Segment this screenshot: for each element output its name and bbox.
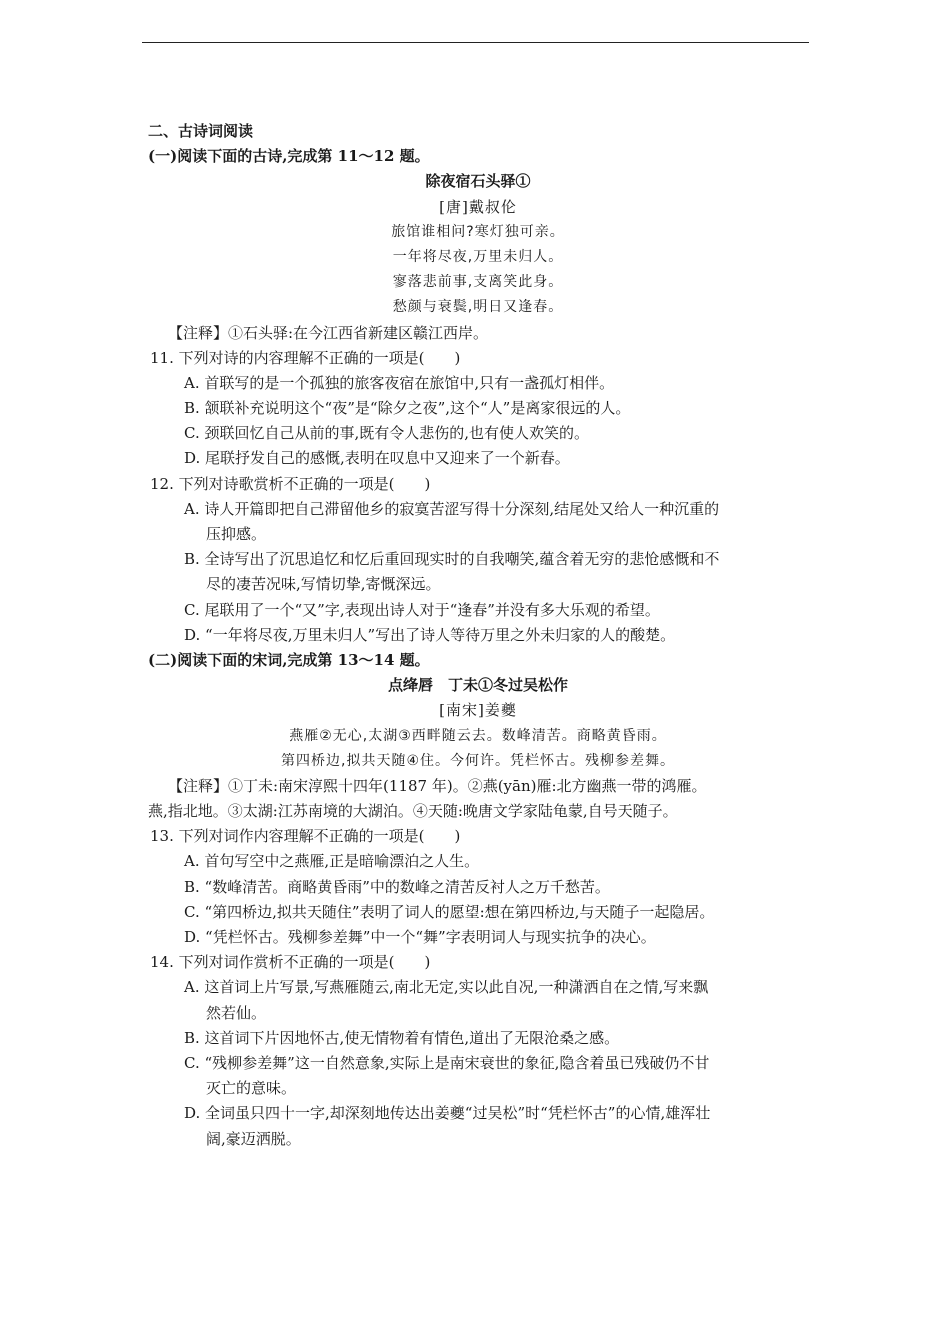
q13-option-a: A. 首句写空中之燕雁,正是暗喻漂泊之人生。 bbox=[184, 852, 480, 871]
section-title: 二、古诗词阅读 bbox=[148, 122, 254, 140]
part2-instruction: (二)阅读下面的宋词,完成第 13～14 题。 bbox=[148, 650, 430, 669]
poem1-line: 一年将尽夜,万里未归人。 bbox=[392, 248, 564, 265]
poem2-author: [南宋]姜夔 bbox=[439, 701, 517, 720]
q14-option-c: C. “残柳参差舞”这一自然意象,实际上是南宋衰世的象征,隐含着虽已残破仍不甘 bbox=[184, 1053, 710, 1072]
q13-option-c: C. “第四桥边,拟共天随住”表明了词人的愿望:想在第四桥边,与天随子一起隐居。 bbox=[184, 902, 715, 921]
q11-option-b: B. 颔联补充说明这个“夜”是“除夕之夜”,这个“人”是离家很远的人。 bbox=[184, 399, 631, 418]
q12-option-d: D. “一年将尽夜,万里未归人”写出了诗人等待万里之外未归家的人的酸楚。 bbox=[184, 625, 676, 644]
poem2-note-cont: 燕,指北地。③太湖:江苏南境的大湖泊。④天随:晚唐文学家陆龟蒙,自号天随子。 bbox=[148, 802, 678, 821]
poem1-title: 除夜宿石头驿① bbox=[425, 172, 531, 191]
poem1-author: [唐]戴叔伦 bbox=[439, 197, 517, 216]
q13-option-d: D. “凭栏怀古。残柳参差舞”中一个“舞”字表明词人与现实抗争的决心。 bbox=[184, 928, 656, 946]
q14-option-a-cont: 然若仙。 bbox=[206, 1003, 267, 1022]
q12-option-c: C. 尾联用了一个“又”字,表现出诗人对于“逢春”并没有多大乐观的希望。 bbox=[184, 600, 660, 619]
q12-option-b-cont: 尽的凄苦况味,写情切挚,寄慨深远。 bbox=[206, 575, 441, 594]
poem1-line: 寥落悲前事,支离笑此身。 bbox=[392, 274, 564, 291]
poem1-note: 【注释】①石头驿:在今江西省新建区赣江西岸。 bbox=[168, 323, 489, 342]
q11-stem: 11. 下列对诗的内容理解不正确的一项是( ) bbox=[150, 348, 461, 367]
q14-stem: 14. 下列对词作赏析不正确的一项是( ) bbox=[150, 953, 431, 972]
q11-option-a: A. 首联写的是一个孤独的旅客夜宿在旅馆中,只有一盏孤灯相伴。 bbox=[184, 373, 615, 392]
poem1-line: 愁颜与衰鬓,明日又逢春。 bbox=[392, 299, 564, 316]
q13-option-b: B. “数峰清苦。商略黄昏雨”中的数峰之清苦反衬人之万千愁苦。 bbox=[184, 877, 610, 896]
q14-option-b: B. 这首词下片因地怀古,使无情物着有情色,道出了无限沧桑之感。 bbox=[184, 1028, 620, 1047]
part1-instruction: (一)阅读下面的古诗,完成第 11～12 题。 bbox=[148, 147, 430, 166]
q12-option-b: B. 全诗写出了沉思追忆和忆后重回现实时的自我嘲笑,蕴含着无穷的悲怆感慨和不 bbox=[184, 550, 720, 569]
poem1-line: 旅馆谁相问?寒灯独可亲。 bbox=[391, 223, 565, 240]
poem2-note: 【注释】①丁未:南宋淳熙十四年(1187 年)。②燕(yān)雁:北方幽燕一带的鸿雁。 bbox=[168, 776, 707, 795]
q12-option-a: A. 诗人开篇即把自己滞留他乡的寂寞苦涩写得十分深刻,结尾处又给人一种沉重的 bbox=[184, 499, 720, 518]
q14-option-a: A. 这首词上片写景,写燕雁随云,南北无定,实以此自况,一种潇洒自在之情,写来飘 bbox=[184, 978, 709, 997]
document-body bbox=[148, 119, 808, 1152]
header-rule bbox=[142, 42, 809, 43]
q14-option-d-cont: 阔,豪迈洒脱。 bbox=[206, 1129, 301, 1148]
q11-option-c: C. 颈联回忆自己从前的事,既有令人悲伤的,也有使人欢笑的。 bbox=[184, 424, 590, 443]
q14-option-d: D. 全词虽只四十一字,却深刻地传达出姜夔“过吴松”时“凭栏怀古”的心情,雄浑壮 bbox=[184, 1104, 711, 1123]
q12-stem: 12. 下列对诗歌赏析不正确的一项是( ) bbox=[150, 474, 431, 493]
q12-option-a-cont: 压抑感。 bbox=[206, 525, 267, 543]
q11-option-d: D. 尾联抒发自己的感慨,表明在叹息中又迎来了一个新春。 bbox=[184, 449, 570, 468]
q13-stem: 13. 下列对词作内容理解不正确的一项是( ) bbox=[150, 827, 461, 846]
q14-option-c-cont: 灭亡的意味。 bbox=[206, 1079, 297, 1098]
poem2-title: 点绛唇 丁未①冬过吴松作 bbox=[387, 676, 568, 695]
poem2-line: 燕雁②无心,太湖③西畔随云去。数峰清苦。商略黄昏雨。 bbox=[289, 727, 667, 744]
poem2-line: 第四桥边,拟共天随④住。今何许。凭栏怀古。残柳参差舞。 bbox=[281, 752, 675, 769]
